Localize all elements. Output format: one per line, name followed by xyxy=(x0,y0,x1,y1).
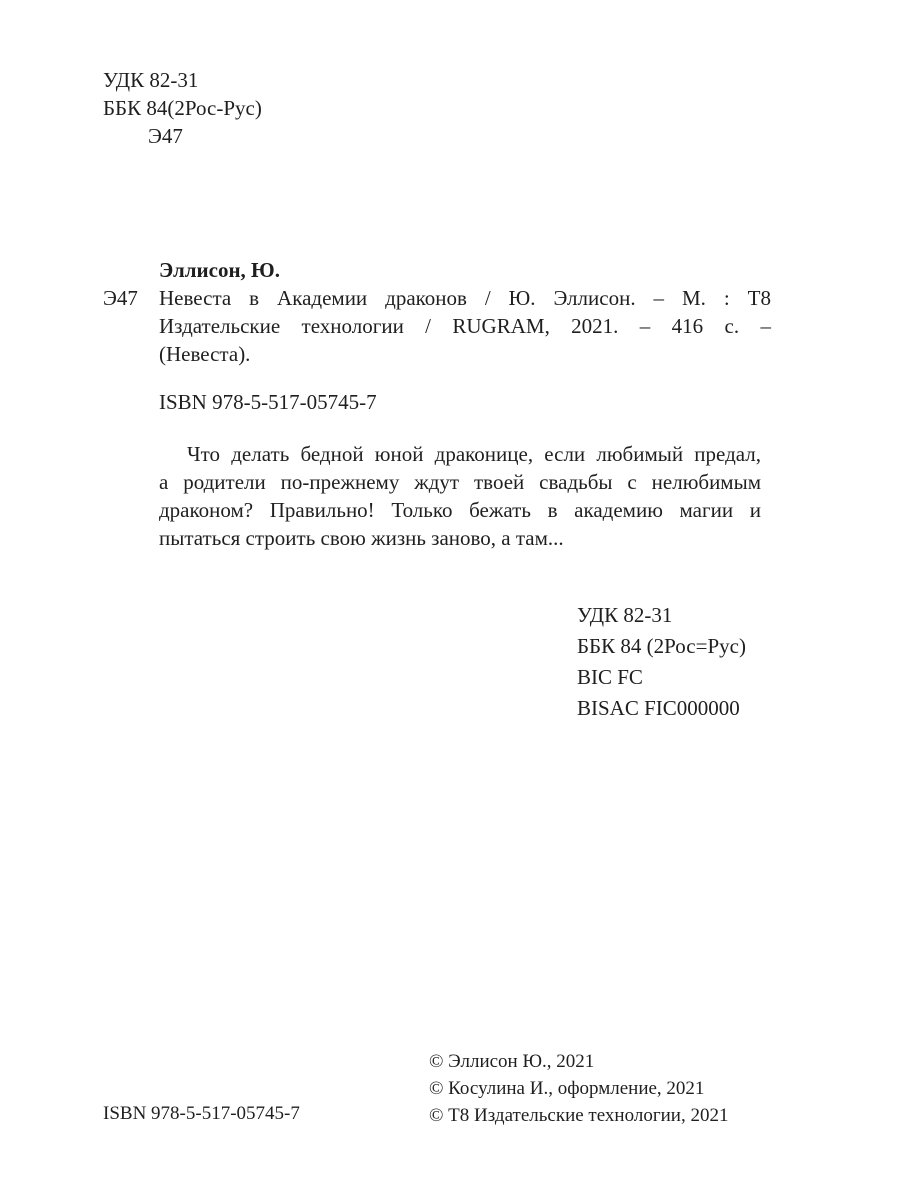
annotation-line: а родители по-прежнему ждут твоей свадьбы с нелюбимым xyxy=(159,470,761,494)
codes-udk: УДК 82-31 xyxy=(577,603,673,627)
codes-bic: BIC FC xyxy=(577,665,643,689)
description-line: Невеста в Академии драконов / Ю. Эллисон. – М. : Т8 xyxy=(159,286,771,310)
copyright-line: © Эллисон Ю., 2021 xyxy=(429,1051,595,1072)
entry-author-mark: Э47 xyxy=(103,286,138,310)
annotation-line: пытаться строить свою жизнь заново, а там... xyxy=(159,526,564,550)
codes-bisac: BISAC FIC000000 xyxy=(577,696,740,720)
udk-code: УДК 82-31 xyxy=(103,68,199,92)
annotation xyxy=(159,440,761,552)
author-name: Эллисон, Ю. xyxy=(159,258,280,282)
description-line: (Невеста). xyxy=(159,342,251,366)
copyright-notices xyxy=(429,1048,728,1129)
annotation-line: драконом? Правильно! Только бежать в академию магии и xyxy=(159,498,761,522)
author-mark-code: Э47 xyxy=(148,124,183,148)
classification-block xyxy=(103,66,262,150)
copyright-line: © Косулина И., оформление, 2021 xyxy=(429,1078,705,1099)
description-line: Издательские технологии / RUGRAM, 2021. – 416 с. – xyxy=(159,314,771,338)
bibliographic-description xyxy=(159,284,771,368)
codes-bbk: ББК 84 (2Рос=Рус) xyxy=(577,634,746,658)
isbn-footer: ISBN 978-5-517-05745-7 xyxy=(103,1103,300,1124)
bbk-code: ББК 84(2Рос-Рус) xyxy=(103,96,262,120)
subject-codes xyxy=(577,600,746,724)
copyright-line: © Т8 Издательские технологии, 2021 xyxy=(429,1105,729,1126)
isbn-main: ISBN 978-5-517-05745-7 xyxy=(159,390,377,414)
annotation-line: Что делать бедной юной драконице, если любимый предал, xyxy=(187,442,761,466)
